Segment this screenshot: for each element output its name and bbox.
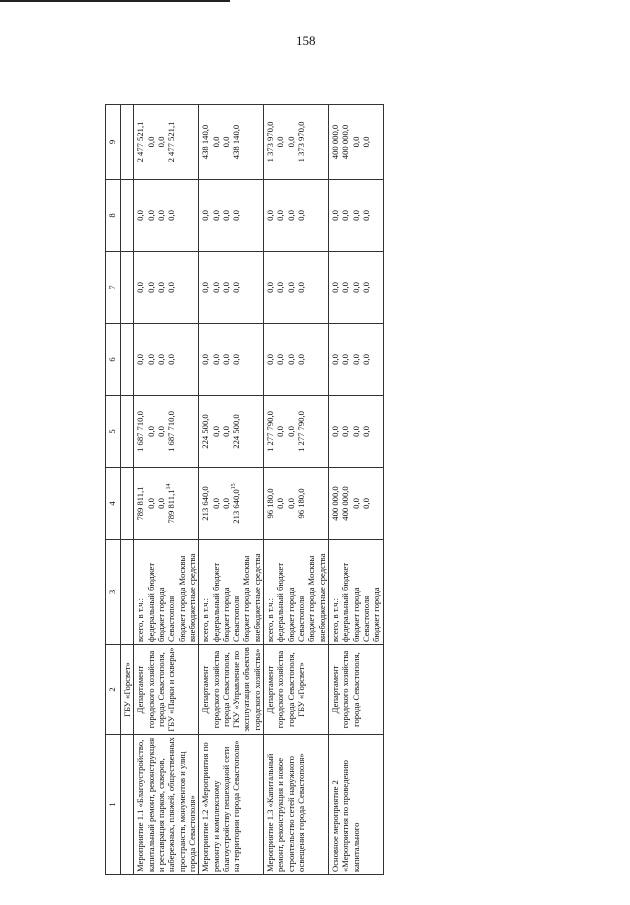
value: 400 000,0 <box>340 486 351 521</box>
value: 0,0 <box>166 354 177 365</box>
footnote-mark: 15 <box>231 483 238 490</box>
value: 0,0 <box>135 354 146 365</box>
value-cell <box>264 324 329 396</box>
value-cell <box>134 252 199 324</box>
value: 0,0 <box>275 210 286 221</box>
value: 1 373 970,0 <box>296 121 306 163</box>
header-cell: 1 <box>106 735 121 875</box>
header-cell: 8 <box>106 180 121 252</box>
value: 0,0 <box>265 354 276 365</box>
source-label: федеральный бюджет <box>145 562 156 642</box>
measure-name-cell: Основное мероприятие 2 «Мероприятия по проведению капитального <box>328 735 383 875</box>
value: 1 687 710,0 <box>166 411 177 452</box>
source-label: бюджет города <box>371 587 382 642</box>
source-label: бюджет города Москвы <box>306 555 317 642</box>
table-row <box>134 105 199 875</box>
value-cell <box>264 180 329 252</box>
value: 0,0 <box>360 136 371 148</box>
value: 0,0 <box>155 282 166 293</box>
value-cell <box>264 396 329 468</box>
value: 0,0 <box>155 210 166 221</box>
value: 0,0 <box>220 498 231 509</box>
source-label: бюджет города Москвы <box>241 555 252 642</box>
value: 0,0 <box>275 354 286 365</box>
table-row <box>264 105 329 875</box>
cell <box>121 468 134 540</box>
source-label: всего, в т.ч.: <box>200 598 211 642</box>
value: 0,0 <box>145 282 156 293</box>
value: 0,0 <box>275 498 286 509</box>
value: 0,0 <box>350 282 361 293</box>
budget-table <box>105 104 384 875</box>
value: 0,0 <box>155 426 166 437</box>
value: 0,0 <box>210 354 221 365</box>
value: 0,0 <box>360 282 371 293</box>
value: 0,0 <box>155 136 166 148</box>
value: 0,0 <box>285 210 296 221</box>
value: 0,0 <box>329 426 340 437</box>
value: 0,0 <box>340 426 351 437</box>
value-cell <box>134 396 199 468</box>
value: 0,0 <box>200 210 211 221</box>
value: 0,0 <box>340 354 351 365</box>
value: 0,0 <box>145 136 156 148</box>
value-with-footnote <box>166 470 176 537</box>
value: 0,0 <box>275 282 286 293</box>
value: 1 687 710,0 <box>135 411 146 452</box>
page-number: 158 <box>296 33 316 48</box>
source-label: бюджет города Севастополя <box>155 587 177 642</box>
value: 0,0 <box>275 426 286 437</box>
rotated-table-container <box>105 105 525 875</box>
value: 0,0 <box>350 426 361 437</box>
value: 0,0 <box>200 354 211 365</box>
executor-cell: Департамент городского хозяйства города Севастополя, ГКУ «Управление по эксплуатации объектов городского хозяйства» <box>199 645 264 735</box>
source-label: всего, в т.ч.: <box>135 598 146 642</box>
source-cell <box>199 540 264 645</box>
top-rule <box>0 0 230 2</box>
value-cell <box>134 468 199 540</box>
measure-name-cell: Мероприятие 1.1 «Благоустройство, капитальный ремонт, реконструкция и реставрация парков, скверов, набережных, пляжей, общественных пространств, монументов и улиц города Севастополя» <box>134 735 199 875</box>
value-cell <box>199 324 264 396</box>
value-cell <box>328 252 383 324</box>
value: 0,0 <box>166 282 177 293</box>
source-label: федеральный бюджет <box>340 562 351 642</box>
cell <box>121 105 134 180</box>
value: 0,0 <box>350 498 361 509</box>
value: 0,0 <box>329 210 340 221</box>
value: 0,0 <box>340 282 351 293</box>
value-cell <box>134 105 199 180</box>
source-cell <box>328 540 383 645</box>
value: 400 000,0 <box>329 124 340 160</box>
value: 0,0 <box>285 498 296 509</box>
header-cell: 7 <box>106 252 121 324</box>
value-cell <box>134 180 199 252</box>
cell <box>121 735 134 875</box>
value: 0,0 <box>145 498 156 509</box>
value: 2 477 521,1 <box>166 121 177 163</box>
value: 1 277 790,0 <box>296 411 306 452</box>
header-cell: 9 <box>106 105 121 180</box>
header-cell: 6 <box>106 324 121 396</box>
value: 213 640,0 <box>231 489 242 524</box>
value: 0,0 <box>135 282 146 293</box>
value-cell <box>199 105 264 180</box>
executor-cell: ГБУ «Горсвет» <box>121 645 134 735</box>
source-label: всего, в т.ч.: <box>329 598 340 642</box>
table-row <box>328 105 383 875</box>
value: 0,0 <box>275 136 286 148</box>
value-cell <box>199 396 264 468</box>
value: 0,0 <box>296 282 306 293</box>
value-with-footnote <box>231 470 241 537</box>
executor-cell: Департамент городского хозяйства города Севастополя, <box>328 645 383 735</box>
header-cell: 4 <box>106 468 121 540</box>
value: 0,0 <box>220 210 231 221</box>
source-label: внебюджетные средства <box>186 553 197 642</box>
value: 0,0 <box>265 282 276 293</box>
value: 0,0 <box>210 136 221 148</box>
value: 0,0 <box>360 498 371 509</box>
value: 400 000,0 <box>340 124 351 160</box>
value: 0,0 <box>145 426 156 437</box>
value: 0,0 <box>285 282 296 293</box>
value: 0,0 <box>220 282 231 293</box>
value: 0,0 <box>145 354 156 365</box>
value: 0,0 <box>285 354 296 365</box>
executor-cell: Департамент городского хозяйства города Севастополя, ГБУ «Парки и скверы» <box>134 645 199 735</box>
continuation-row <box>121 105 134 875</box>
value: 0,0 <box>296 354 306 365</box>
value-cell <box>328 105 383 180</box>
value: 0,0 <box>145 210 156 221</box>
value: 0,0 <box>210 210 221 221</box>
value: 96 180,0 <box>296 488 306 519</box>
value: 0,0 <box>340 210 351 221</box>
value: 224 500,0 <box>200 414 211 449</box>
value: 224 500,0 <box>231 414 242 449</box>
value-cell <box>328 324 383 396</box>
cell <box>121 324 134 396</box>
value: 0,0 <box>350 210 361 221</box>
value: 213 640,0 <box>200 486 211 521</box>
source-label: бюджет города Севастополя <box>220 587 242 642</box>
cell <box>121 540 134 645</box>
value-cell <box>328 180 383 252</box>
cell <box>121 180 134 252</box>
measure-name-cell: Мероприятие 1.3 «Капитальный ремонт, реконструкция и новое строительство сетей наружного освещения города Севастополя» <box>264 735 329 875</box>
value: 0,0 <box>265 210 276 221</box>
value-cell <box>199 468 264 540</box>
value: 0,0 <box>329 354 340 365</box>
value: 0,0 <box>285 136 296 148</box>
source-cell <box>264 540 329 645</box>
value: 1 373 970,0 <box>265 121 276 163</box>
value: 400 000,0 <box>329 486 340 521</box>
cell <box>121 396 134 468</box>
source-label: бюджет города Севастополя <box>350 587 371 642</box>
value: 438 140,0 <box>231 124 242 160</box>
value-cell <box>264 105 329 180</box>
value: 0,0 <box>210 282 221 293</box>
value: 0,0 <box>350 136 361 148</box>
value: 0,0 <box>220 426 231 437</box>
value: 0,0 <box>360 210 371 221</box>
value: 0,0 <box>166 210 177 221</box>
source-label: бюджет города Москвы <box>176 555 187 642</box>
header-cell: 5 <box>106 396 121 468</box>
value: 0,0 <box>155 354 166 365</box>
source-label: бюджет города Севастополя <box>285 587 306 642</box>
cell <box>121 252 134 324</box>
value: 2 477 521,1 <box>135 121 146 163</box>
value-cell <box>199 180 264 252</box>
value: 0,0 <box>296 210 306 221</box>
value: 0,0 <box>155 498 166 509</box>
table-row <box>199 105 264 875</box>
value: 0,0 <box>231 354 242 365</box>
value: 0,0 <box>350 354 361 365</box>
source-label: внебюджетные средства <box>316 553 327 642</box>
value: 0,0 <box>200 282 211 293</box>
executor-cell: Департамент городского хозяйства города Севастополя, ГБУ «Горсвет» <box>264 645 329 735</box>
value: 0,0 <box>210 426 221 437</box>
header-cell: 3 <box>106 540 121 645</box>
value: 0,0 <box>135 210 146 221</box>
value: 1 277 790,0 <box>265 411 276 452</box>
value: 438 140,0 <box>200 124 211 160</box>
source-label: внебюджетные средства <box>251 553 262 642</box>
value: 0,0 <box>360 354 371 365</box>
value-cell <box>328 396 383 468</box>
value: 96 180,0 <box>265 488 276 519</box>
value: 0,0 <box>329 282 340 293</box>
value-cell <box>264 468 329 540</box>
value-cell <box>264 252 329 324</box>
value: 0,0 <box>220 354 231 365</box>
value: 0,0 <box>360 426 371 437</box>
value: 0,0 <box>210 498 221 509</box>
measure-name-cell: Мероприятие 1.2 «Мероприятия по ремонту и комплексному благоустройству пешеходной сети на территории города Севастополя» <box>199 735 264 875</box>
value: 789 811,1 <box>135 486 146 521</box>
source-label: федеральный бюджет <box>275 562 286 642</box>
source-cell <box>134 540 199 645</box>
footnote-mark: 14 <box>166 483 173 490</box>
header-row <box>106 105 121 875</box>
value-cell <box>134 324 199 396</box>
source-label: федеральный бюджет <box>210 562 221 642</box>
header-cell: 2 <box>106 645 121 735</box>
value: 0,0 <box>231 282 242 293</box>
value: 0,0 <box>220 136 231 148</box>
value-cell <box>328 468 383 540</box>
value: 0,0 <box>285 426 296 437</box>
value: 789 811,1 <box>166 489 177 524</box>
value: 0,0 <box>231 210 242 221</box>
source-label: всего, в т.ч.: <box>265 598 276 642</box>
value-cell <box>199 252 264 324</box>
